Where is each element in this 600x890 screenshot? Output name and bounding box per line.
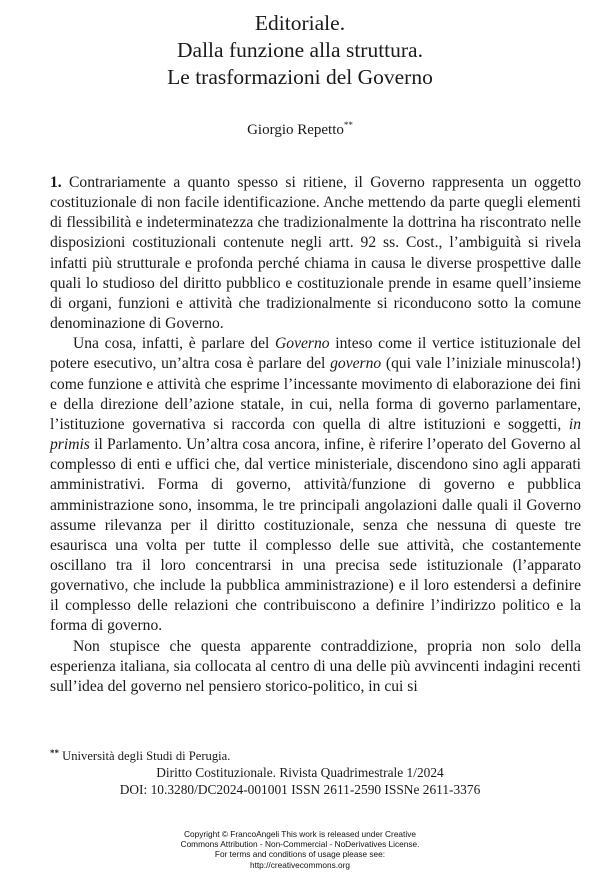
copyright-notice <box>0 829 600 870</box>
author-footnote-mark: ** <box>343 120 353 130</box>
copyright-link[interactable]: http://creativecommons.org <box>249 859 351 870</box>
footnote-mark: ** <box>50 748 59 758</box>
article-title <box>0 10 600 91</box>
section-number: 1. <box>50 174 62 191</box>
journal-doi-issn: DOI: 10.3280/DC2024-001001 ISSN 2611-2590 ISSNe 2611-3376 <box>119 781 481 797</box>
title-line-3: Le trasformazioni del Governo <box>167 65 433 89</box>
author-name: Giorgio Repetto <box>247 122 344 138</box>
copyright-line-3: For terms and conditions of usage please see: <box>214 849 386 860</box>
journal-title: Diritto Costituzionale. Rivista Quadrimestrale 1/2024 <box>156 765 444 780</box>
italic-governo-upper: Governo <box>275 335 330 353</box>
paragraph-2-text-c: (qui vale l’iniziale minuscola!) come funzione e attività che esprime l’incessante movimento di elaborazione dei fini e della direzione dell’azione statale, in cui, nella forma di governo parlamentare, l’istituzione governativa si raccorda con quella di altre istituzioni e soggetti, <box>50 355 581 433</box>
footnote-text: Università degli Studi di Perugia. <box>59 749 231 763</box>
journal-info <box>0 765 600 798</box>
italic-governo-lower: governo <box>330 355 382 373</box>
footnote <box>50 745 230 764</box>
copyright-line-1: Copyright © FrancoAngeli This work is released under Creative <box>184 829 416 839</box>
italic-in-primis: in primis <box>50 415 581 454</box>
title-line-1: Editoriale. <box>254 11 346 35</box>
paragraph-2-text-d: il Parlamento. Un’altra cosa ancora, infine, è riferire l’operato del Governo al complesso di enti e uffici che, dal vertice ministeriale, discendono sino agli apparati amministrativi. Forma di governo, attività/funzione di governo e pubblica amministrazione sono, insomma, le tre principali angolazioni dalle quali il Governo assume rilevanza per il diritto costituzionale, senza che nessuna di queste tre esaurisca una volta per tutte il complesso delle sue attività, che costantemente oscillano tra il loro concentrarsi in una precisa sede istituzionale (l’apparato governativo, che include la pubblica amministrazione) e il loro estendersi a definire il complesso delle relazioni che contribuiscono a definire l’indirizzo politico e la forma di governo. <box>50 436 581 635</box>
copyright-line-2: Commons Attribution - Non-Commercial - NoDerivatives License. <box>180 839 420 850</box>
paragraph-2-text-a: Una cosa, infatti, è parlare del <box>73 335 276 353</box>
paragraph-1-text: Contrariamente a quanto spesso si ritiene, il Governo rappresenta un oggetto costituzionale di non facile identificazione. Anche mettendo da parte quegli elementi di flessibilità e indeterminatezza che tradizionalmente la dottrina ha riscontrato nelle disposizioni costituzionali contenute negli artt. 92 ss. Cost., l’ambiguità si rivela infatti più strutturale e profonda perché chiama in causa le diverse prospettive dalle quali lo studioso del diritto pubblico e costituzionale prende in esame quell’insieme di organi, funzioni e attività che tradizionalmente si riconducono sotto la comune denominazione di Governo. <box>50 174 581 333</box>
paragraph-1 <box>50 173 581 334</box>
article-body <box>50 173 581 697</box>
paragraph-2 <box>50 334 581 636</box>
author-line <box>0 116 600 139</box>
title-line-2: Dalla funzione alla struttura. <box>177 38 423 62</box>
paragraph-3: Non stupisce che questa apparente contraddizione, propria non solo della esperienza italiana, sia collocata al centro di una delle più avvincenti indagini recenti sull’idea del governo nel pensiero storico-politico, in cui si <box>50 637 581 695</box>
paragraph-2-text-b: inteso come il vertice istituzionale del potere esecutivo, un’altra cosa è parlare del <box>50 335 581 373</box>
